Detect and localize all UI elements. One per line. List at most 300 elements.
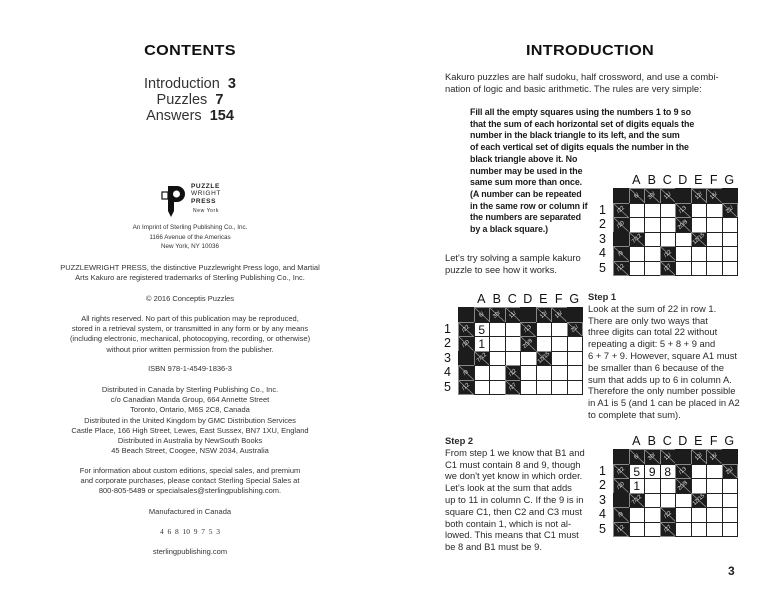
- entry-cell[interactable]: [474, 336, 491, 352]
- logo-line: PUZZLE: [191, 183, 220, 190]
- text-line: Toronto, Ontario, M6S 2C8, Canada: [130, 405, 250, 415]
- entry-cell[interactable]: [489, 336, 506, 352]
- row-label: 3: [599, 231, 606, 246]
- text-line: we don't yet know in which order.: [445, 470, 583, 482]
- cell-digit: 1: [478, 337, 486, 351]
- manufactured-in: Manufactured in Canada: [148, 507, 232, 516]
- entry-cell[interactable]: [551, 365, 568, 381]
- clue-sums: 7/12: [630, 233, 643, 246]
- entry-cell[interactable]: [706, 507, 723, 523]
- try-paragraph: [445, 252, 581, 276]
- toc-page: 3: [227, 76, 236, 92]
- column-label: F: [554, 292, 563, 306]
- black-cell: [613, 449, 630, 465]
- entry-cell[interactable]: [489, 322, 506, 338]
- black-cell: [675, 188, 692, 204]
- clue-sums: /12: [461, 382, 472, 393]
- column-label: C: [662, 173, 672, 187]
- black-cell: [613, 493, 630, 509]
- clue-cell: [629, 449, 646, 465]
- text-line: three digits can total 22 without: [588, 326, 718, 338]
- clue-sums: /9: [617, 510, 625, 519]
- clue-sums: /13: [678, 466, 689, 477]
- rights-notice: [40, 314, 340, 355]
- clue-sums: /27: [662, 524, 673, 535]
- clue-cell: [567, 322, 584, 338]
- column-label: B: [492, 292, 501, 306]
- text-line: both contain 1, which is not al-: [445, 517, 572, 529]
- entry-cell[interactable]: [536, 336, 553, 352]
- clue-cell: [474, 307, 491, 323]
- entry-cell[interactable]: [629, 507, 646, 523]
- text-line: (including electronic, mechanical, photocopying, recording, or otherwise): [69, 334, 311, 344]
- clue-cell: [722, 203, 739, 219]
- text-line: Let's try solving a sample kakuro: [445, 252, 581, 263]
- column-label: G: [569, 292, 580, 306]
- entry-cell[interactable]: [567, 380, 584, 396]
- clue-cell: [613, 261, 630, 277]
- black-cell: [722, 449, 739, 465]
- text-line: 1166 Avenue of the Americas: [149, 233, 231, 241]
- entry-cell[interactable]: [520, 351, 537, 367]
- entry-cell[interactable]: [551, 322, 568, 338]
- text-line: For information about custom editions, special sales, and premium: [79, 466, 301, 475]
- entry-cell[interactable]: [675, 246, 692, 262]
- cell-digit: 8: [664, 464, 672, 479]
- clue-cell: [706, 449, 723, 465]
- entry-cell[interactable]: [644, 217, 661, 233]
- clue-sums: /27: [507, 382, 518, 393]
- text-line: the numbers are separated: [470, 212, 581, 223]
- black-cell: [613, 188, 630, 204]
- toc-page: 154: [209, 108, 234, 124]
- entry-cell[interactable]: [536, 322, 553, 338]
- entry-cell[interactable]: [644, 464, 661, 480]
- clue-sums: 12/: [693, 451, 704, 462]
- entry-cell[interactable]: [489, 351, 506, 367]
- clue-sums: /12: [662, 509, 673, 520]
- entry-cell[interactable]: [722, 232, 739, 248]
- clue-cell: [505, 307, 522, 323]
- clue-sums: 20/8: [522, 337, 535, 350]
- text-line: lowed. This means that C1 must: [445, 529, 579, 541]
- black-cell: [458, 351, 475, 367]
- entry-cell[interactable]: [706, 246, 723, 262]
- entry-cell[interactable]: [675, 507, 692, 523]
- row-label: 4: [444, 365, 451, 379]
- intro-paragraph: [445, 71, 719, 95]
- entry-cell[interactable]: [706, 261, 723, 277]
- clue-sums: 7/12: [475, 352, 488, 365]
- clue-cell: [691, 232, 708, 248]
- text-line: be 8 and B1 must be 9.: [445, 541, 542, 553]
- clue-cell: [551, 307, 568, 323]
- entry-cell[interactable]: [660, 203, 677, 219]
- distribution-info: [40, 385, 340, 456]
- text-line: Look at the sum of 22 in row 1.: [588, 302, 717, 314]
- text-line: puzzle to see how it works.: [445, 263, 558, 275]
- clue-sums: /22: [616, 205, 627, 216]
- toc-item-answers[interactable]: [90, 108, 290, 124]
- logo-line: PRESS: [191, 197, 217, 205]
- clue-sums: /22: [461, 324, 472, 335]
- entry-cell[interactable]: [706, 203, 723, 219]
- row-label: 2: [599, 478, 606, 492]
- clue-cell: [691, 449, 708, 465]
- entry-cell[interactable]: [706, 478, 723, 494]
- entry-cell[interactable]: [722, 217, 739, 233]
- text-line: Distributed in Canada by Sterling Publishing Co., Inc.: [101, 385, 279, 394]
- text-line: New York, NY 10036: [161, 243, 219, 250]
- entry-cell[interactable]: [706, 464, 723, 480]
- clue-sums: 6/: [633, 452, 641, 461]
- black-cell: [567, 307, 584, 323]
- entry-cell[interactable]: [691, 203, 708, 219]
- clue-cell: [458, 322, 475, 338]
- row-label: 1: [599, 463, 606, 478]
- clue-cell: [629, 188, 646, 204]
- clue-cell: [505, 380, 522, 396]
- text-line: From step 1 we know that B1 and: [445, 446, 585, 458]
- entry-cell[interactable]: [567, 365, 584, 381]
- clue-cell: [613, 507, 630, 523]
- clue-sums: /13: [523, 324, 534, 335]
- entry-cell[interactable]: [629, 217, 646, 233]
- printing-line: 4 6 8 10 9 7 5 3: [160, 527, 220, 536]
- clue-sums: 11/: [508, 310, 518, 320]
- column-label: D: [678, 434, 688, 448]
- black-cell: [675, 449, 692, 465]
- row-label: 2: [444, 336, 451, 350]
- text-line: 45 Beach Street, Coogee, NSW 2034, Australia: [111, 446, 269, 456]
- text-line: up to 11 in column C. If the 9 is in: [445, 493, 584, 505]
- black-cell: [613, 232, 630, 248]
- text-line: without prior written permission from the publisher.: [106, 344, 274, 354]
- row-label: 5: [444, 379, 451, 394]
- row-label: 3: [444, 350, 451, 365]
- entry-cell[interactable]: [629, 522, 646, 538]
- clue-cell: [613, 464, 630, 480]
- row-label: 4: [599, 246, 606, 260]
- clue-sums: 7/12: [630, 494, 643, 507]
- text-line: to complete that sum).: [588, 408, 681, 420]
- clue-sums: 6/: [478, 310, 486, 319]
- text-line: be smaller than 6 because of the: [588, 361, 725, 373]
- clue-sums: /9: [617, 249, 625, 258]
- row-label: 1: [599, 202, 606, 217]
- text-line: Distributed in Australia by NewSouth Books: [117, 436, 263, 446]
- text-line: PUZZLEWRIGHT PRESS, the distinctive Puzzlewright Press logo, and Martial: [60, 263, 320, 272]
- step1-title: Step 1: [588, 291, 617, 302]
- column-label: E: [694, 173, 703, 187]
- entry-cell[interactable]: [536, 380, 553, 396]
- column-label: E: [539, 292, 548, 306]
- column-label: B: [647, 434, 656, 448]
- entry-cell[interactable]: [644, 493, 661, 509]
- text-line: C1 must contain 8 and 9, though: [445, 458, 581, 470]
- clue-sums: 30/: [647, 451, 658, 462]
- clue-sums: /12: [616, 263, 627, 274]
- entry-cell[interactable]: [722, 493, 739, 509]
- cell-digit: 5: [478, 322, 486, 337]
- clue-sums: /13: [678, 205, 689, 216]
- entry-cell[interactable]: [505, 322, 522, 338]
- trademark-notice: [40, 263, 340, 283]
- column-label: C: [662, 434, 672, 448]
- entry-cell[interactable]: [706, 522, 723, 538]
- text-line: that the sum of each horizontal set of digits equals the: [470, 118, 695, 129]
- clue-cell: [660, 507, 677, 523]
- entry-cell[interactable]: [567, 351, 584, 367]
- entry-cell[interactable]: [675, 522, 692, 538]
- entry-cell[interactable]: [660, 217, 677, 233]
- entry-cell[interactable]: [629, 203, 646, 219]
- step2-text: [445, 447, 585, 553]
- clue-cell: [536, 307, 553, 323]
- toc-label: Answers: [146, 108, 202, 124]
- entry-cell[interactable]: [675, 493, 692, 509]
- text-line: nation of logic and basic arithmetic. The rules are very simple:: [445, 82, 702, 94]
- clue-cell: [706, 188, 723, 204]
- clue-cell: [691, 493, 708, 509]
- clue-sums: 30/: [492, 309, 503, 320]
- entry-cell[interactable]: [644, 232, 661, 248]
- website[interactable]: sterlingpublishing.com: [152, 547, 228, 556]
- cell-digit: 1: [633, 479, 641, 493]
- clue-cell: [644, 188, 661, 204]
- entry-cell[interactable]: [505, 336, 522, 352]
- entry-cell[interactable]: [629, 464, 646, 480]
- clue-sums: 21/: [724, 205, 735, 216]
- pencil-p-icon: [160, 180, 188, 220]
- clue-sums: /12: [616, 524, 627, 535]
- entry-cell[interactable]: [520, 365, 537, 381]
- entry-cell[interactable]: [675, 232, 692, 248]
- column-label: B: [647, 173, 656, 187]
- text-line: 800-805-5489 or specialsales@sterlingpublishing.com.: [98, 486, 282, 496]
- toc-page: 7: [215, 92, 224, 108]
- step2-title: Step 2: [445, 435, 474, 446]
- entry-cell[interactable]: [691, 464, 708, 480]
- column-label: C: [507, 292, 517, 306]
- text-line: Let's look at the sum that adds: [445, 482, 572, 494]
- entry-cell[interactable]: [644, 522, 661, 538]
- entry-cell[interactable]: [536, 365, 553, 381]
- clue-cell: [520, 336, 537, 352]
- clue-cell: [458, 365, 475, 381]
- column-label: A: [632, 434, 641, 448]
- entry-cell[interactable]: [644, 478, 661, 494]
- clue-sums: 20/8: [677, 479, 690, 492]
- entry-cell[interactable]: [722, 522, 739, 538]
- clue-cell: [722, 464, 739, 480]
- clue-cell: [613, 217, 630, 233]
- clue-sums: 12/15: [536, 351, 551, 366]
- clue-sums: 30/: [647, 190, 658, 201]
- entry-cell[interactable]: [706, 493, 723, 509]
- introduction-heading: INTRODUCTION: [525, 42, 655, 59]
- text-line: and corporate purchases, please contact Sterling Special Sales at: [80, 476, 300, 486]
- clue-cell: [536, 351, 553, 367]
- clue-sums: 12/: [538, 309, 549, 320]
- black-cell: [520, 307, 537, 323]
- clue-cell: [691, 188, 708, 204]
- entry-cell[interactable]: [691, 217, 708, 233]
- entry-cell[interactable]: [520, 380, 537, 396]
- entry-cell[interactable]: [691, 261, 708, 277]
- clue-cell: [458, 336, 475, 352]
- clue-cell: [474, 351, 491, 367]
- entry-cell[interactable]: [660, 493, 677, 509]
- column-label: A: [477, 292, 486, 306]
- clue-cell: [675, 203, 692, 219]
- logo-line: WRIGHT: [191, 190, 221, 198]
- column-label: F: [709, 434, 718, 448]
- clue-cell: [613, 203, 630, 219]
- clue-cell: [458, 380, 475, 396]
- entry-cell[interactable]: [551, 351, 568, 367]
- clue-cell: [505, 365, 522, 381]
- text-line: 6 + 7 + 9. However, square A1 must: [588, 349, 738, 361]
- clue-sums: /10: [616, 219, 627, 230]
- entry-cell[interactable]: [722, 478, 739, 494]
- clue-sums: 11/: [663, 191, 673, 201]
- text-line: There are only two ways that: [588, 314, 708, 326]
- entry-cell[interactable]: [706, 217, 723, 233]
- entry-cell[interactable]: [675, 261, 692, 277]
- clue-sums: 16/: [709, 190, 720, 201]
- entry-cell[interactable]: [505, 351, 522, 367]
- entry-cell[interactable]: [644, 203, 661, 219]
- entry-cell[interactable]: [629, 246, 646, 262]
- column-label: G: [724, 434, 735, 448]
- column-label: D: [678, 173, 688, 187]
- text-line: sum that adds up to 6 in column A.: [588, 373, 732, 385]
- cell-digit: 9: [648, 464, 656, 479]
- clue-cell: [660, 246, 677, 262]
- entry-cell[interactable]: [644, 507, 661, 523]
- entry-cell[interactable]: [474, 365, 491, 381]
- text-line: Kakuro puzzles are half sudoku, half crossword, and use a combi-: [445, 71, 719, 82]
- entry-cell[interactable]: [551, 336, 568, 352]
- black-cell: [722, 188, 739, 204]
- text-line: stored in a retrieval system, or transmitted in any form or by any means: [71, 324, 309, 334]
- clue-cell: [675, 464, 692, 480]
- clue-cell: [660, 188, 677, 204]
- text-line: repeating a digit: 5 + 8 + 9 and: [588, 338, 716, 350]
- clue-cell: [629, 493, 646, 509]
- row-label: 1: [444, 321, 451, 336]
- entry-cell[interactable]: [722, 246, 739, 262]
- entry-cell[interactable]: [722, 261, 739, 277]
- text-line: c/o Canadian Manda Group, 664 Annette Street: [110, 395, 270, 405]
- entry-cell[interactable]: [691, 478, 708, 494]
- clue-cell: [489, 307, 506, 323]
- entry-cell[interactable]: [551, 380, 568, 396]
- clue-cell: [660, 522, 677, 538]
- entry-cell[interactable]: [660, 478, 677, 494]
- isbn: ISBN 978-1-4549-1836-3: [148, 364, 232, 373]
- entry-cell[interactable]: [489, 380, 506, 396]
- text-line: Therefore the only number possible: [588, 385, 736, 397]
- clue-sums: /22: [616, 466, 627, 477]
- step2-section: [445, 435, 585, 553]
- entry-cell[interactable]: [691, 522, 708, 538]
- text-line: black triangle above it. No: [470, 153, 578, 164]
- text-line: number in the black triangle to its left, and the sum: [470, 130, 680, 141]
- text-line: Fill all the empty squares using the numbers 1 to 9 so: [470, 107, 691, 117]
- entry-cell[interactable]: [629, 478, 646, 494]
- text-line: square C1, then C2 and C3 must: [445, 505, 583, 517]
- column-label: G: [724, 173, 735, 187]
- text-line: An Imprint of Sterling Publishing Co., Inc.: [132, 224, 248, 231]
- entry-cell[interactable]: [660, 464, 677, 480]
- clue-cell: [675, 217, 692, 233]
- toc-label: Puzzles: [156, 92, 208, 108]
- text-line: Castle Place, 166 High Street, Lewes, East Sussex, BN7 1XU, England: [71, 425, 309, 435]
- column-label: F: [709, 173, 718, 187]
- entry-cell[interactable]: [691, 507, 708, 523]
- clue-cell: [644, 449, 661, 465]
- text-line: number may be used in the: [470, 165, 583, 176]
- toc-item-introduction[interactable]: [90, 76, 290, 92]
- clue-sums: /12: [662, 248, 673, 259]
- entry-cell[interactable]: [644, 261, 661, 277]
- entry-cell[interactable]: [722, 507, 739, 523]
- imprint-address: [40, 223, 340, 252]
- clue-sums: /12: [507, 367, 518, 378]
- column-label: E: [694, 434, 703, 448]
- black-cell: [458, 307, 475, 323]
- text-line: by a black square.): [470, 224, 549, 235]
- row-label: 3: [599, 492, 606, 507]
- entry-cell[interactable]: [629, 261, 646, 277]
- toc-item-puzzles[interactable]: [90, 92, 290, 108]
- entry-cell[interactable]: [691, 246, 708, 262]
- special-sales-info: [40, 466, 340, 497]
- clue-sums: /10: [616, 480, 627, 491]
- copyright: © 2016 Conceptis Puzzles: [145, 294, 235, 303]
- clue-sums: /9: [462, 368, 470, 377]
- entry-cell[interactable]: [474, 380, 491, 396]
- entry-cell[interactable]: [474, 322, 491, 338]
- text-line: in A1 is 5 (and 1 can be placed in A2: [588, 397, 740, 409]
- entry-cell[interactable]: [489, 365, 506, 381]
- clue-cell: [613, 522, 630, 538]
- puzzlewright-logo: [160, 180, 240, 220]
- text-line: of each vertical set of digits equals the number in the: [470, 142, 689, 153]
- toc-label: Introduction: [144, 76, 220, 92]
- text-line: (A number can be repeated: [470, 188, 582, 199]
- logo-text: [191, 183, 221, 216]
- clue-sums: 12/15: [691, 232, 706, 247]
- row-label: 4: [599, 507, 606, 521]
- clue-sums: /10: [461, 338, 472, 349]
- entry-cell[interactable]: [567, 336, 584, 352]
- clue-cell: [613, 478, 630, 494]
- clue-sums: 20/8: [677, 218, 690, 231]
- clue-sums: 11/: [663, 452, 673, 462]
- clue-sums: 21/: [724, 466, 735, 477]
- clue-sums: 16/: [554, 309, 565, 320]
- entry-cell[interactable]: [644, 246, 661, 262]
- entry-cell[interactable]: [660, 232, 677, 248]
- text-line: in the same row or column if: [470, 200, 588, 211]
- clue-sums: 6/: [633, 191, 641, 200]
- clue-cell: [660, 261, 677, 277]
- clue-sums: /27: [662, 263, 673, 274]
- entry-cell[interactable]: [706, 232, 723, 248]
